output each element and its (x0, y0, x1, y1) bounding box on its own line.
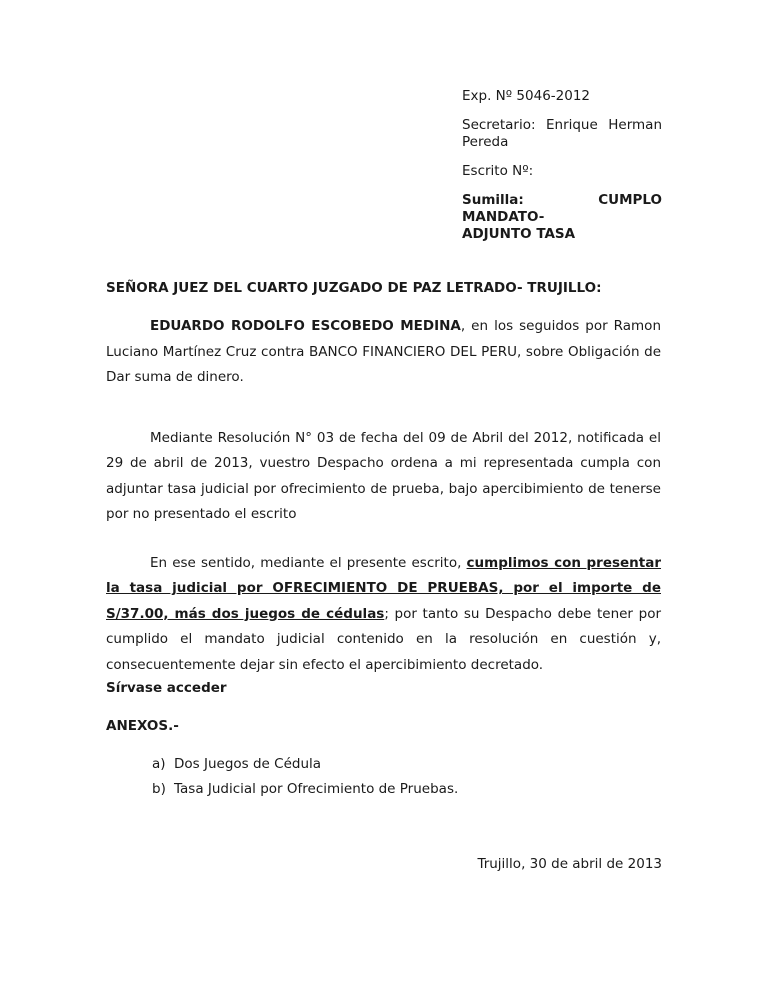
summary (462, 192, 662, 243)
secretary-line-2: Pereda (462, 134, 509, 150)
annex-item (152, 752, 661, 777)
case-number: Exp. Nº 5046-2012 (462, 88, 591, 104)
intro-paragraph (106, 314, 661, 391)
annex-marker: a) (152, 756, 166, 772)
annex-marker: b) (152, 781, 166, 797)
compliance-rest: ; por tanto su Despacho debe tener por cumplido el mandato judicial contenido en la resolución en cuestión y, consecuentemente dejar sin efecto el apercibimiento decretado. (106, 605, 662, 673)
writ-number: Escrito Nº: (462, 163, 534, 179)
annexes-title: ANEXOS.- (106, 718, 179, 734)
paragraph-compliance (106, 551, 661, 679)
document-body (106, 278, 661, 802)
annexes-list (106, 752, 661, 802)
summary-line-1: Sumilla: CUMPLO MANDATO- (462, 192, 662, 225)
place-and-date: Trujillo, 30 de abril de 2013 (477, 856, 662, 872)
annex-text: Tasa Judicial por Ofrecimiento de Pruebas. (174, 781, 459, 797)
annex-text: Dos Juegos de Cédula (174, 756, 322, 772)
closing-request: Sírvase acceder (106, 680, 227, 696)
secretary-line-1: Secretario: Enrique Herman (462, 117, 662, 133)
compliance-lead: En ese sentido, mediante el presente escrito, (150, 554, 467, 571)
petitioner-name: EDUARDO RODOLFO ESCOBEDO MEDINA (150, 318, 461, 334)
compliance-emphasis: cumplimos con presentar la tasa judicial por OFRECIMIENTO DE PRUEBAS, por el importe de S/37.00, más dos juegos de cédulas (106, 554, 662, 622)
paragraph-resolution: Mediante Resolución N° 03 de fecha del 09 de Abril del 2012, notificada el 29 de abril de 2013, vuestro Despacho ordena a mi representada cumpla con adjuntar tasa judicial por ofrecimiento de prueba, bajo apercibimiento de tenerse por no presentado el escrito (106, 429, 661, 522)
secretary (462, 117, 662, 151)
annex-item (152, 777, 661, 802)
case-header (462, 88, 662, 255)
summary-line-2: ADJUNTO TASA (462, 226, 576, 242)
intro-text: , en los seguidos por Ramon Luciano Martínez Cruz contra BANCO FINANCIERO DEL PERU, sobre Obligación de Dar suma de dinero. (106, 318, 661, 385)
addressee: SEÑORA JUEZ DEL CUARTO JUZGADO DE PAZ LETRADO- TRUJILLO: (106, 280, 602, 296)
